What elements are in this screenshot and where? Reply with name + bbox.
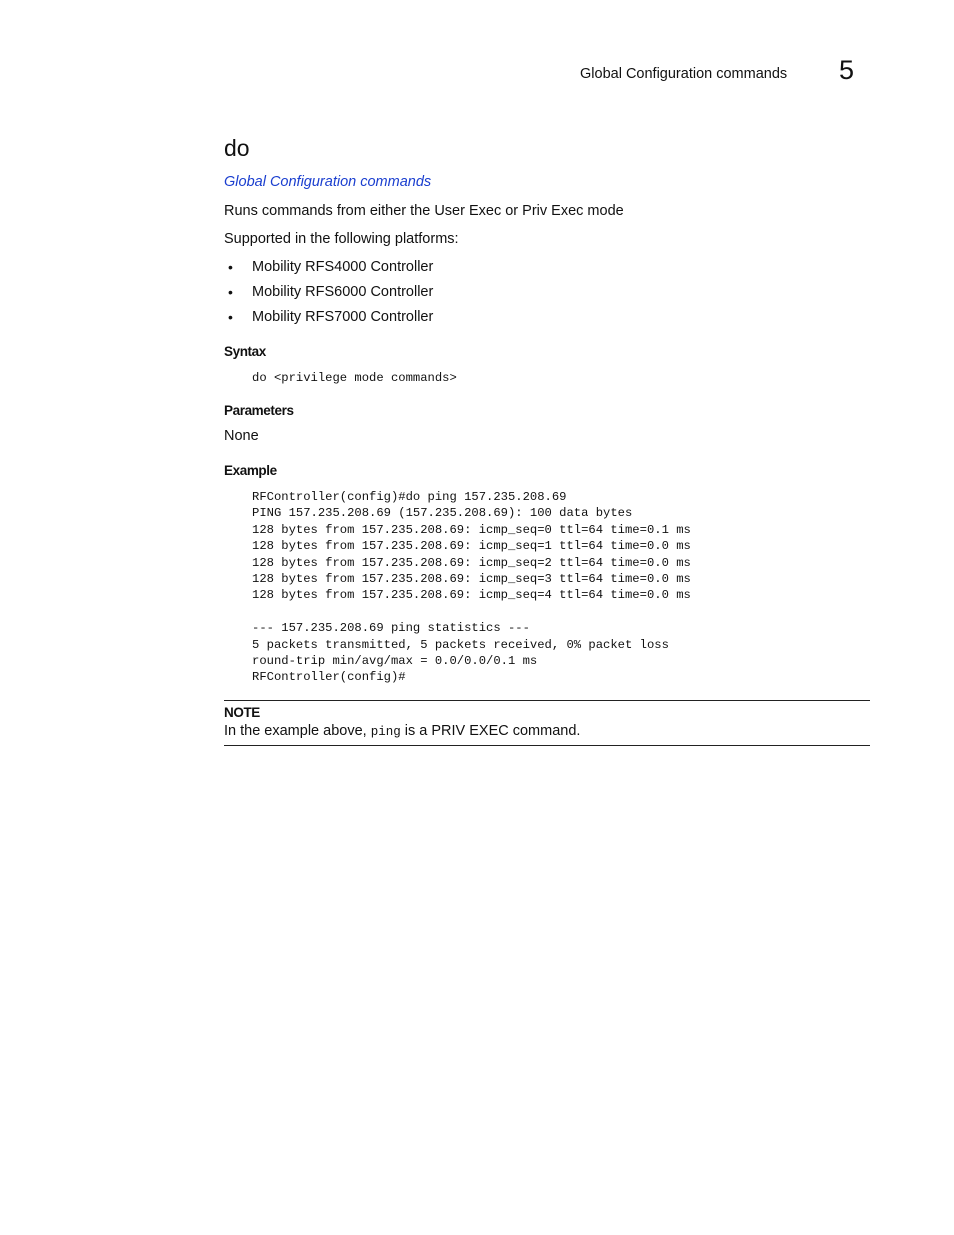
list-item [224, 308, 433, 333]
example-heading: Example [224, 463, 277, 478]
crosslink-global-configuration-commands[interactable]: Global Configuration commands [224, 174, 432, 190]
platforms-list [224, 258, 433, 333]
bullet-glyph: • [228, 284, 233, 300]
note-inline-code: ping [370, 725, 401, 739]
list-item [224, 283, 433, 308]
parameters-heading: Parameters [224, 403, 294, 418]
syntax-heading: Syntax [224, 344, 266, 359]
note-text-before: In the example above, [224, 723, 371, 739]
bullet-glyph: • [228, 309, 233, 325]
bullet-glyph: • [228, 259, 233, 275]
platforms-intro: Supported in the following platforms: [224, 231, 459, 247]
list-item [224, 258, 433, 283]
parameters-text: None [224, 428, 259, 444]
platform-name: Mobility RFS7000 Controller [252, 309, 434, 325]
command-description: Runs commands from either the User Exec or Priv Exec mode [224, 203, 624, 219]
syntax-code: do <privilege mode commands> [252, 371, 457, 385]
page-title: do [224, 135, 250, 161]
platform-name: Mobility RFS6000 Controller [252, 284, 434, 300]
platform-name: Mobility RFS4000 Controller [252, 259, 434, 275]
note-box [224, 700, 870, 746]
example-code-block: RFController(config)#do ping 157.235.208.69 PING 157.235.208.69 (157.235.208.69): 100 data bytes 128 bytes from 157.235.208.69: icmp_seq=0 ttl=64 time=0.1 ms 128 bytes from 157.235.208.69: icmp_seq=1 ttl=64 time=0.0 ms 128 bytes from 157.235.208.69: icmp_seq=2 ttl=64 time=0.0 ms 128 bytes from 157.235.208.69: icmp_seq=3 ttl=64 time=0.0 ms 128 bytes from 157.235.208.69: icmp_seq=4 ttl=64 time=0.0 ms --- 157.235.208.69 ping statistics --- 5 packets transmitted, 5 packets received, 0% packet loss round-trip min/avg/max = 0.0/0.0/0.1 ms RFController(config)# [252, 490, 691, 685]
chapter-number: 5 [839, 55, 855, 85]
note-text [224, 722, 580, 741]
running-header-title: Global Configuration commands [580, 66, 788, 82]
note-label: NOTE [224, 705, 260, 720]
note-text-after: is a PRIV EXEC command. [400, 723, 581, 739]
